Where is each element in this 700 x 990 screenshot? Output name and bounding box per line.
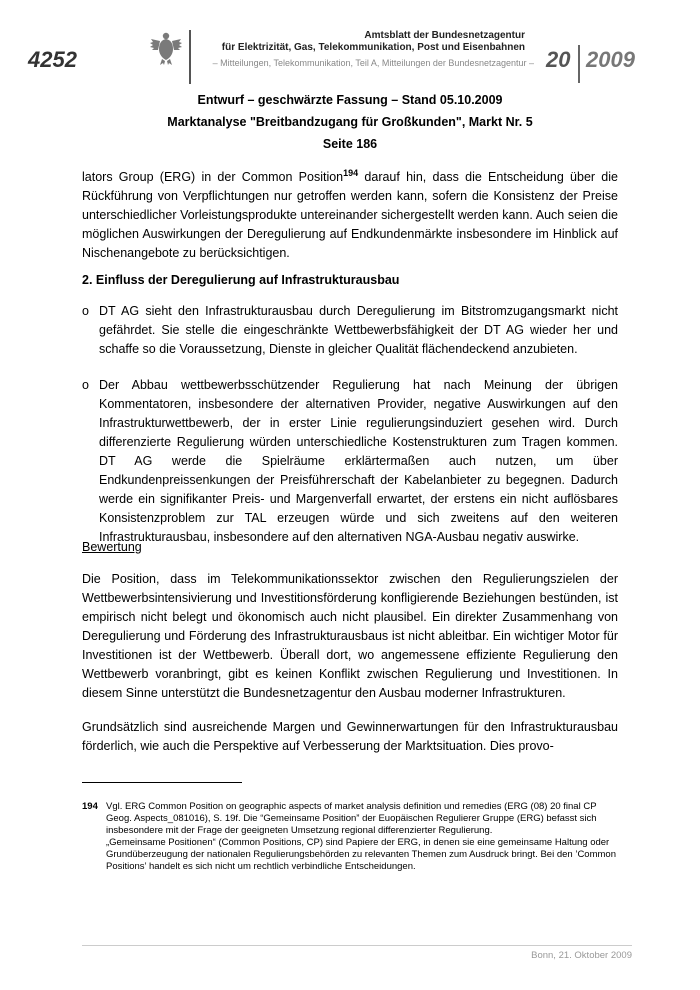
publisher-title	[195, 30, 525, 54]
list-item	[82, 302, 618, 359]
footnote-reference[interactable]: 194	[343, 167, 359, 178]
issue-year: 2009	[586, 47, 635, 72]
assessment-heading: Bewertung	[82, 540, 142, 554]
document-page: Seite 186	[322, 137, 378, 151]
list-item	[82, 376, 618, 547]
header-divider	[189, 30, 191, 84]
paragraph-intro-start: lators Group (ERG) in der Common Position	[82, 170, 344, 184]
section-heading: 2. Einfluss der Deregulierung auf Infrastrukturausbau	[82, 273, 400, 287]
footnote	[82, 801, 618, 873]
footnote-text-2: „Gemeinsame Positionen“ (Common Positions, CP) sind Papiere der ERG, in denen sie eine gemeinsame Haltung oder Grundüberzeugung der nationalen Regulierungsbehörden zu relevanten Themen zum Ausdruck bringt. Bei den ’Common Positions’ handelt es sich nicht um rechtlich verbindliche Entscheidungen.	[106, 837, 616, 872]
bullet-marker-icon: o	[82, 378, 89, 392]
federal-eagle-icon	[150, 30, 182, 66]
list-item-text: DT AG sieht den Infrastrukturausbau durch Deregulierung im Bitstromzugangsmarkt nicht gefährdet. Sie stelle die eingeschränkte Wettbewerbsfähigkeit der DT AG wieder her und schaffe so die Voraussetzung, Dienste in gleicher Qualität flächendeckend anzubieten.	[99, 304, 618, 356]
footer-divider	[82, 945, 632, 946]
paragraph-conclusion: Grundsätzlich sind ausreichende Margen und Gewinnerwartungen für den Infrastrukturausbau förderlich, wie auch die Perspektive auf Verbesserung der Marktsituation. Dies provo-	[82, 720, 618, 753]
paragraph-assessment: Die Position, dass im Telekommunikationssektor zwischen den Regulierungszielen der Wettbewerbsintensivierung und Investitionsförderung konfligierende Beziehungen bestünden, ist empirisch nicht belegt und ökonomisch auch nicht plausibel. Ein direkter Zusammenhang von Deregulierung und Förderung des Infrastrukturausbaus ist nicht ableitbar. Ein wichtiger Motor für Investitionen ist der Wettbewerb. Überall dort, wo angemessene effiziente Regulierung den Wettbewerb voranbringt, gibt es keinen Konflikt zwischen Regulierung und Investitionen. In diesem Sinne unterstützt die Bundesnetzagentur den Ausbau moderner Infrastrukturen.	[82, 572, 618, 700]
paragraph-intro-end: darauf hin, dass die Entscheidung über die Rückführung von Verpflichtungen nur getroffen werden kann, sofern die Konsistenz der Preise unterschiedlicher Vorleistungsprodukte untereinander sichergestellt werden kann. Auch seien die möglichen Auswirkungen der Deregulierung auf Endkundenmärkte insbesondere im Hinblick auf Nischenangebote zu berücksichtigen.	[82, 170, 618, 260]
footnote-divider	[82, 782, 242, 783]
document-title: Marktanalyse "Breitbandzugang für Großkunden", Markt Nr. 5	[167, 115, 533, 129]
list-item-text: Der Abbau wettbewerbsschützender Regulierung hat nach Meinung der übrigen Kommentatoren, insbesondere der alternativen Provider, negative Auswirkungen auf den Infrastrukturwettbewerb, der in erster Linie regulierungsinduziert gesehen wird. Durch differenzierte Regulierung würden unterschiedliche Kostenstrukturen zum Tragen kommen. DT AG werde die Spielräume erklärtermaßen auch nutzen, um über Endkundenpreissenkungen der Preisführerschaft der Kabelanbieter zu begegnen. Dadurch werde ein signifikanter Preis- und Margenverfall erwartet, der erstens ein nicht auflösbares Konsistenzproblem zur TAL erzeugen würde und sich zweitens auf den weiteren Infrastrukturausbau, insbesondere auf den alternativen NGA-Ausbau negativ auswirke.	[99, 378, 618, 544]
bullet-marker-icon: o	[82, 304, 89, 318]
paragraph-intro	[82, 168, 618, 263]
issue-number: 20	[546, 47, 571, 72]
footnote-text-1: Vgl. ERG Common Position on geographic aspects of market analysis definition und remedies (ERG (08) 20 final CP Geog. Aspects_081016), S. 19f. Die “Gemeinsame Position” der Euopäischen Regulierer Gruppe (ERG) befasst sich insbesondere mit der Frage der geeigneten Umsetzung regional differenzierter Regulierung.	[106, 801, 597, 836]
draft-status-line: Entwurf – geschwärzte Fassung – Stand 05.10.2009	[197, 93, 503, 107]
publisher-line-1: Amtsblatt der Bundesnetzagentur	[364, 30, 525, 41]
footnote-number: 194	[82, 801, 98, 812]
year-divider	[578, 45, 580, 83]
publisher-subtitle: – Mitteilungen, Telekommunikation, Teil A, Mitteilungen der Bundesnetzagentur –	[212, 58, 534, 68]
page-number: 4252	[28, 47, 77, 72]
footer-date: Bonn, 21. Oktober 2009	[531, 950, 632, 961]
publisher-line-2: für Elektrizität, Gas, Telekommunikation, Post und Eisenbahnen	[221, 42, 525, 53]
